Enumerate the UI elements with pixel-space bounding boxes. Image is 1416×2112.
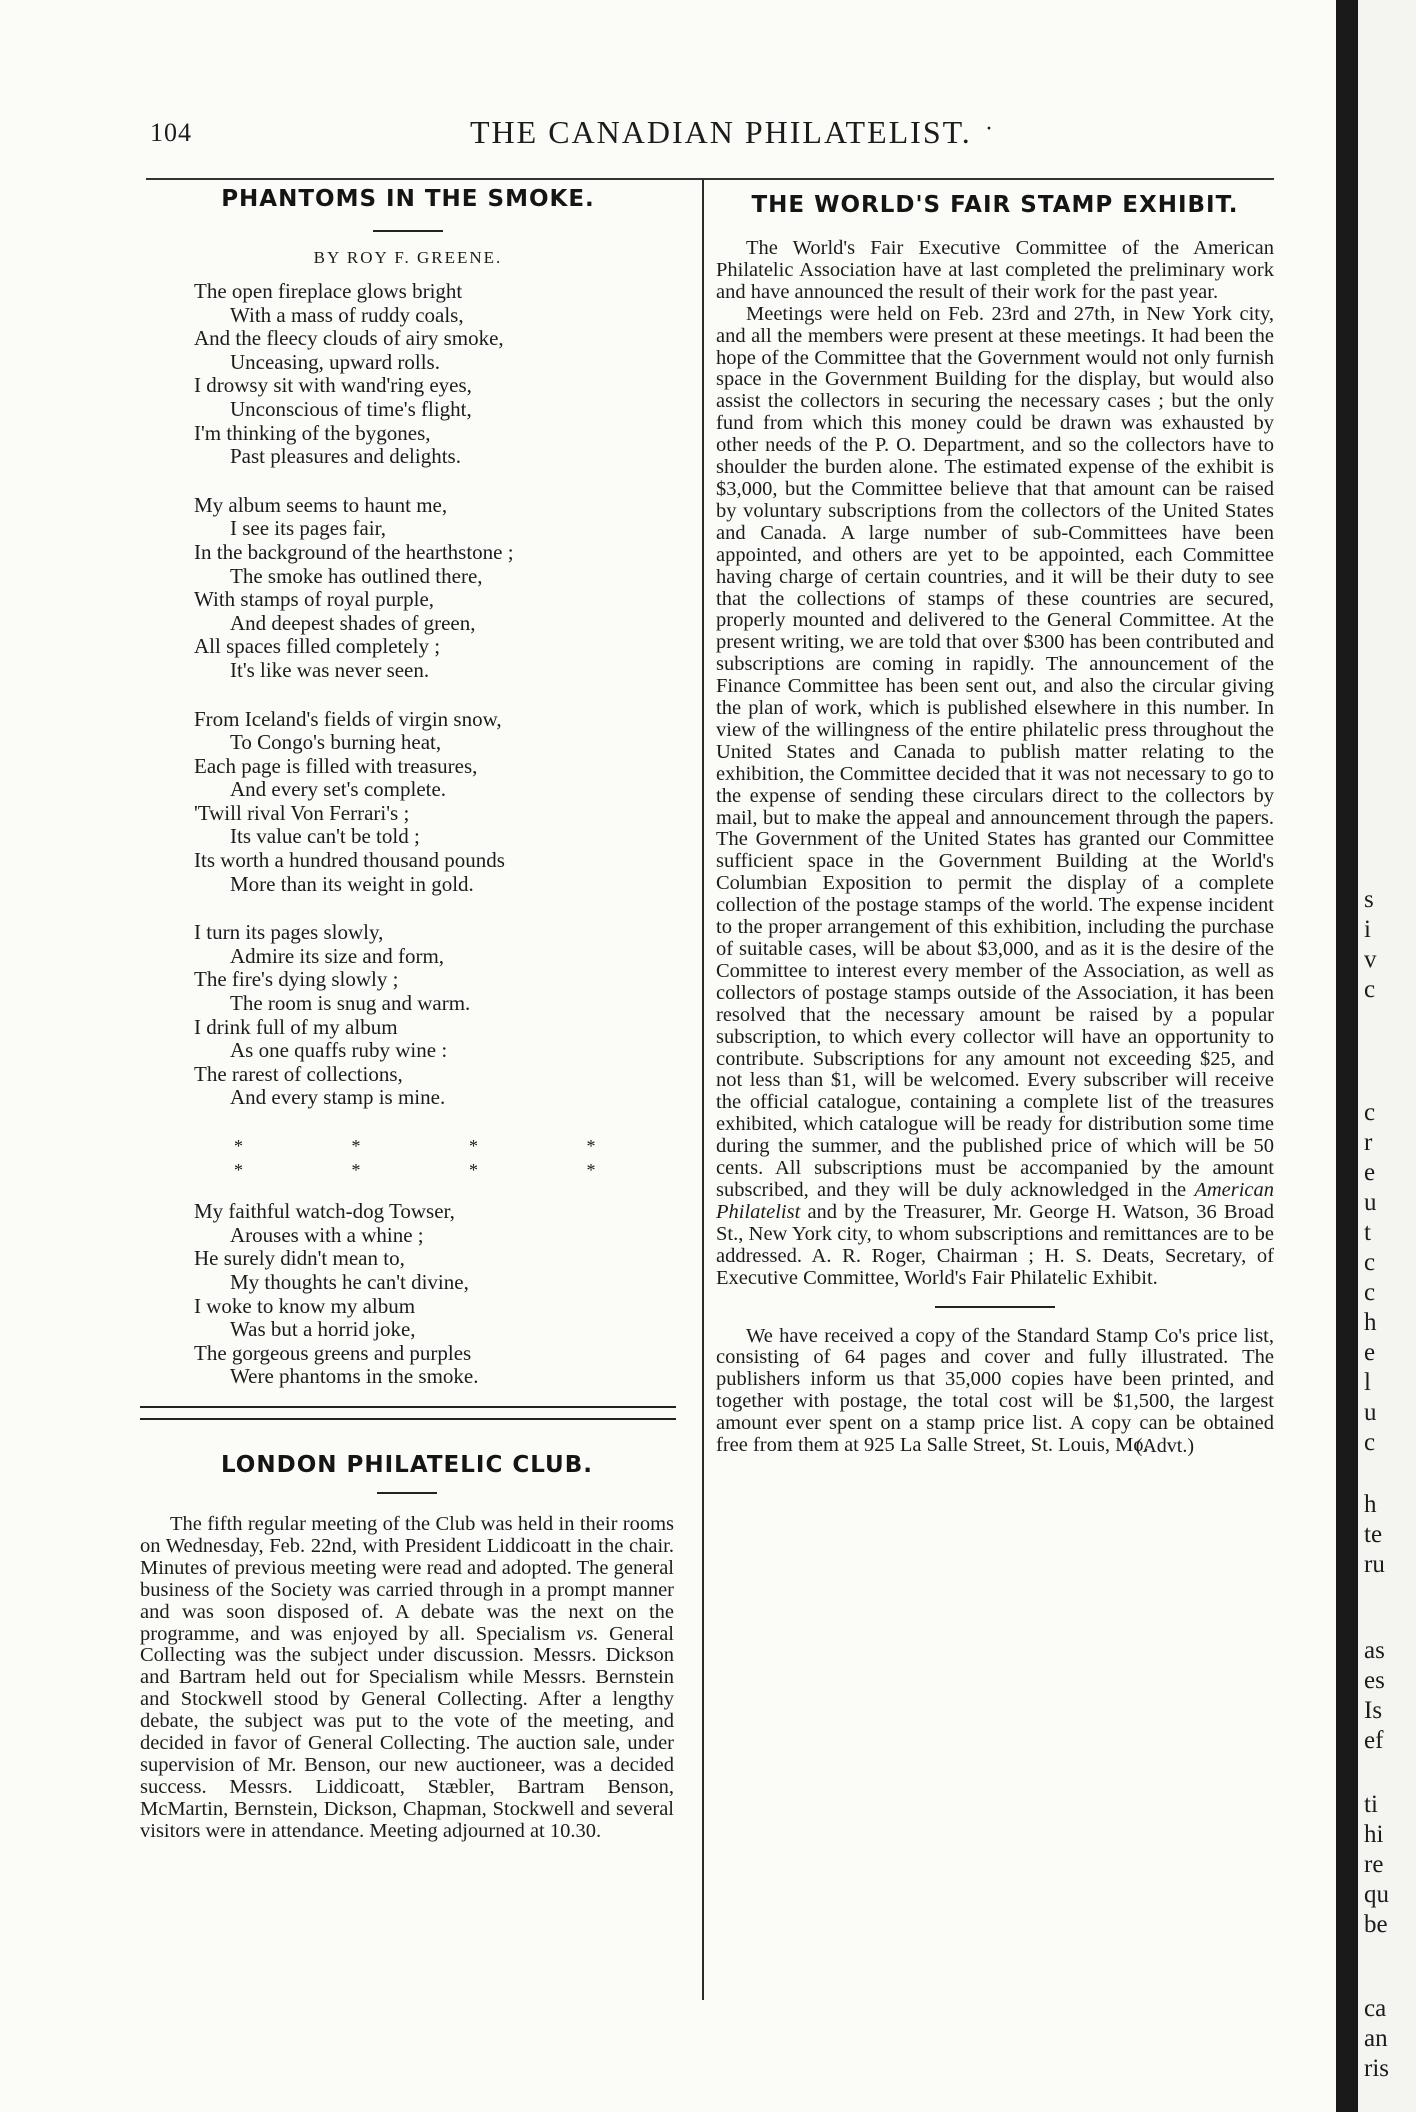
poem-line: Arouses with a whine ; (230, 1222, 424, 1247)
poem-line: To Congo's burning heat, (230, 730, 442, 755)
adjacent-page-fragment: u (1364, 1399, 1377, 1426)
adjacent-page-edge (1358, 0, 1416, 2112)
poem-line: Its worth a hundred thousand pounds (194, 848, 505, 873)
adjacent-page-fragment: re (1364, 1851, 1384, 1878)
poem-line: Unconscious of time's flight, (230, 396, 472, 421)
poem-line: The open fireplace glows bright (194, 279, 463, 303)
club-text-1: The fifth regular meeting of the Club was held in their rooms on Wednesday, Feb. 22nd, with President Liddicoatt in the chair. Minutes of previous meeting were read and adopted. The general business of the Society was carried through in a prompt manner and was soon disposed of. A debate was the next on the programme, and was enjoyed by all. Specialism (140, 1513, 674, 1645)
club-title-rule (377, 1492, 437, 1494)
adjacent-page-fragment: h (1364, 1309, 1377, 1336)
poem-line: 'Twill rival Von Ferrari's ; (194, 800, 410, 825)
poem-line: All spaces filled completely ; (194, 634, 441, 659)
poem-line: He surely didn't mean to, (194, 1246, 405, 1271)
poem-line: With a mass of ruddy coals, (230, 302, 464, 327)
adjacent-page-fragment: e (1364, 1159, 1376, 1186)
poem-line: And deepest shades of green, (230, 610, 476, 635)
poem-line: As one quaffs ruby wine : (230, 1038, 448, 1063)
club-report (140, 1514, 674, 1843)
poem-line: Was but a horrid joke, (230, 1317, 416, 1342)
exhibit-p2-text-1: Meetings were held on Feb. 23rd and 27th, in New York city, and all the members were present at these meetings. It had been the hope of the Committee that the Government would not only furnish space in the Government Building for the display, but would also assist the collectors in securing the necessary cases ; but the only fund from which this money could be drawn was exhausted by other needs of the P. O. Department, and so the collectors have to shoulder the burden alone. The estimated expense of the exhibit is $3,000, but the Committee believe that that amount can be raised by voluntary subscriptions from the collectors of the United States and Canada. A large number of sub-Committees have been appointed, and others are yet to be appointed, each Committee having charge of certain countries, and it will be their duty to see that the collections of stamps of these countries are secured, properly mounted and delivered to the General Committee. At the present writing, we are told that over $300 has been contributed and subscriptions are coming in rapidly. The announcement of the Finance Committee has been sent out, and also the circular giving the plan of work, which is published elsewhere in this number. In view of the willingness of the entire philatelic press throughout the United States and Canada to publish matter relating to the exhibition, the Committee decided that it was not necessary to go to the expense of sending these circulars direct to the collectors by mail, but to make the appeal and announcement through the papers. The Government of the United States has granted our Committee sufficient space in the Government Building at the World's Columbian Exposition to permit the display of a complete collection of the postage stamps of the world. The expense incident to the proper arrangement of this exhibition, including the purchase of suitable cases, will be about $3,000, and as it is the desire of the Committee to interest every member of the Association, as well as collectors of postage stamps outside of the Association, it has been resolved that the necessary amount be raised by a popular subscription, to which every collector will have an opportunity to contribute. Subscriptions for any amount not exceeding $25, and not less than $1, will be welcomed. Every subscriber will receive the official catalogue, containing a complete list of the treasures exhibited, which catalogue will be ready for distribution some time during the summer, and the published price of which will be 50 cents. All subscriptions must be accompanied by the amount subscribed, and they will be duly acknowledged in the (716, 302, 1274, 1201)
header-mark: · (985, 116, 993, 142)
adjacent-page-fragment: s (1364, 886, 1374, 913)
adjacent-page-fragment: r (1364, 1129, 1373, 1156)
poem-line: From Iceland's fields of virgin snow, (194, 706, 502, 731)
adjacent-page-fragment: ti (1364, 1791, 1378, 1818)
poem-line: Unceasing, upward rolls. (230, 349, 440, 374)
column-divider (702, 180, 704, 2000)
poem-line: I see its pages fair, (230, 516, 387, 541)
poem-line: The room is snug and warm. (230, 991, 471, 1016)
section-double-rule (140, 1406, 676, 1420)
poem-line: With stamps of royal purple, (194, 587, 435, 612)
adjacent-page-fragment: ris (1364, 2055, 1389, 2082)
adjacent-page-fragment: h (1364, 1491, 1377, 1518)
adjacent-page-fragment: hi (1364, 1821, 1384, 1848)
club-text-2: General Collecting was the subject under discussion. Messrs. Dickson and Bartram held out for Specialism while Messrs. Bernstein and Stockwell stood by General Collecting. After a lengthy debate, the subject was put to the vote of the meeting, and decided in favor of General Collecting. The auction sale, under supervision of Mr. Benson, our new auctioneer, was a decided success. Messrs. Liddicoatt, Stæbler, Bartram Benson, McMartin, Bernstein, Dickson, Chapman, Stockwell and several visitors were in attendance. Meeting adjourned at 10.30. (140, 1622, 674, 1842)
poem-stanza (194, 921, 684, 1110)
poem-line: The fire's dying slowly ; (194, 967, 399, 992)
adjacent-page-fragment: l (1364, 1369, 1371, 1396)
page-number: 104 (150, 118, 192, 147)
adjacent-page-fragment: an (1364, 2025, 1388, 2052)
poem-line: And every set's complete. (230, 777, 447, 802)
poem-stanza (194, 708, 684, 897)
adjacent-page-fragment: be (1364, 1911, 1388, 1938)
poem-line: Each page is filled with treasures, (194, 753, 478, 778)
header-rule (146, 178, 1274, 180)
price-list-notice: We have received a copy of the Standard Stamp Co's price list, consisting of 64 pages and cover and fully illustrated. The publishers inform us that 35,000 copies have been printed, and together with postage, the total cost will be $1,500, the largest amount ever spent on a stamp price list. A copy can be obtained free from them at 925 La Salle Street, St. Louis, Mo. (716, 1324, 1274, 1457)
adjacent-page-fragment: as (1364, 1637, 1385, 1664)
right-column (716, 192, 1274, 1458)
poem-line: I drowsy sit with wand'ring eyes, (194, 373, 472, 398)
exhibit-p2-italic: American Philatelist (716, 1178, 1275, 1223)
adjacent-page-fragment: es (1364, 1667, 1385, 1694)
adjacent-page-fragment: u (1364, 1189, 1377, 1216)
adjacent-page-fragment: c (1364, 1249, 1376, 1276)
poem-line: My thoughts he can't divine, (230, 1269, 469, 1294)
adjacent-page-fragment: e (1364, 1339, 1376, 1366)
adjacent-page-fragment: c (1364, 1429, 1376, 1456)
poem-line: And every stamp is mine. (230, 1085, 446, 1110)
adjacent-page-fragment: qu (1364, 1881, 1389, 1908)
club-title: LONDON PHILATELIC CLUB. (220, 1452, 594, 1478)
exhibit-paragraph-1: The World's Fair Executive Committee of the American Philatelic Association have at last completed the preliminary work and have announced the result of their work for the past year. (716, 237, 1274, 303)
adjacent-page-fragment: c (1364, 976, 1376, 1003)
adjacent-page-fragment: c (1364, 1099, 1376, 1126)
poem-line: I woke to know my album (194, 1293, 416, 1318)
adjacent-page-fragment: c (1364, 1279, 1376, 1306)
exhibit-p2-text-2: and by the Treasurer, Mr. George H. Watson, 36 Broad St., New York city, to whom subscriptions and remittances are to be addressed. A. R. Roger, Chairman ; H. S. Deats, Secretary, of Executive Committee, World's Fair Philatelic Exhibit. (716, 1200, 1274, 1289)
poem-line: I'm thinking of the bygones, (194, 420, 431, 445)
poem-stanza (194, 494, 684, 683)
poem-byline: BY ROY F. GREENE. (313, 248, 503, 267)
poem-line: Past pleasures and delights. (230, 444, 461, 469)
adjacent-page-fragment: t (1364, 1219, 1371, 1246)
poem-title: PHANTOMS IN THE SMOKE. (221, 186, 595, 212)
poem-line: I drink full of my album (194, 1014, 398, 1039)
poem-line: Admire its size and form, (230, 943, 445, 968)
advt-mark: (Advt.) (1135, 1434, 1194, 1457)
poem-line: Its value can't be told ; (230, 824, 420, 849)
poem-line: Were phantoms in the smoke. (230, 1364, 479, 1389)
exhibit-title: THE WORLD'S FAIR STAMP EXHIBIT. (751, 192, 1239, 218)
adjacent-page-fragment: Is (1364, 1697, 1383, 1724)
poem-line: The gorgeous greens and purples (194, 1340, 472, 1365)
poem-line: I turn its pages slowly, (194, 920, 384, 945)
adjacent-page-fragment: ru (1364, 1551, 1385, 1578)
club-vs: vs. (576, 1622, 599, 1645)
poem-line: My faithful watch-dog Towser, (194, 1199, 455, 1224)
poem-line: More than its weight in gold. (230, 871, 474, 896)
poem-line: The smoke has outlined there, (230, 563, 483, 588)
stanza-break-stars: * * * * * * * * (234, 1136, 648, 1180)
adjacent-page-fragment: i (1364, 916, 1371, 943)
poem-line: It's like was never seen. (230, 657, 430, 682)
adjacent-page-fragment: ca (1364, 1995, 1387, 2022)
binding-gutter (1336, 0, 1358, 2112)
poem-stanza (194, 280, 684, 469)
poem-stanza (194, 1200, 684, 1389)
running-title: THE CANADIAN PHILATELIST. (470, 114, 972, 150)
exhibit-paragraph-2 (716, 304, 1274, 1290)
poem-line: In the background of the hearthstone ; (194, 539, 514, 564)
adjacent-page-fragment: v (1364, 946, 1377, 973)
notice-rule (935, 1306, 1055, 1308)
adjacent-page-fragment: te (1364, 1521, 1383, 1548)
poem-line: And the fleecy clouds of airy smoke, (194, 326, 504, 351)
poem-body (132, 280, 684, 1389)
club-section (140, 1452, 674, 1843)
poem-line: My album seems to haunt me, (194, 492, 448, 517)
poem-line: The rarest of collections, (194, 1061, 403, 1086)
page-header (150, 114, 1280, 158)
left-column (132, 186, 684, 1414)
adjacent-page-fragment: ef (1364, 1727, 1384, 1754)
title-rule (373, 230, 443, 232)
